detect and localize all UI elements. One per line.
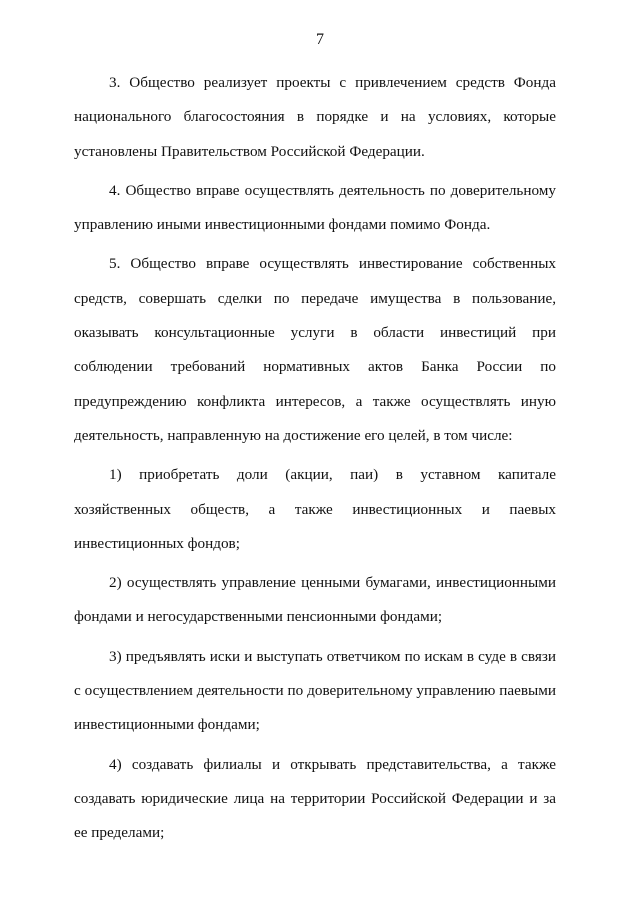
paragraph-item-5: 5. Общество вправе осуществлять инвестирование собственных средств, совершать сделки по передаче имущества в пользование, оказывать консультационные услуги в области инвестиций при соблюдении требований нормативных актов Банка России по предупреждению конфликта интересов, а также осуществлять иную деятельность, направленную на достижение его целей, в том числе:: [74, 255, 556, 444]
paragraph-item-4: 4. Общество вправе осуществлять деятельность по доверительному управлению иными инвестиционными фондами помимо Фонда.: [74, 181, 556, 234]
subitem-2: 2) осуществлять управление ценными бумагами, инвестиционными фондами и негосударственными пенсионными фондами;: [74, 574, 556, 626]
paragraph-item-3: 3. Общество реализует проекты с привлечением средств Фонда национального благосостояния в порядке и на условиях, которые установлены Правительством Российской Федерации.: [74, 74, 556, 160]
subitem-1: 1) приобретать доли (акции, паи) в уставном капитале хозяйственных обществ, а также инвестиционных и паевых инвестиционных фондов;: [74, 466, 556, 552]
subitem-4: 4) создавать филиалы и открывать представительства, а также создавать юридические лица на территории Российской Федерации и за ее пределами;: [74, 755, 556, 842]
document-body: [74, 66, 556, 856]
page-number: 7: [316, 31, 324, 48]
subitem-3: 3) предъявлять иски и выступать ответчиком по искам в суде в связи с осуществлением деятельности по доверительному управлению паевыми инвестиционными фондами;: [74, 647, 556, 734]
